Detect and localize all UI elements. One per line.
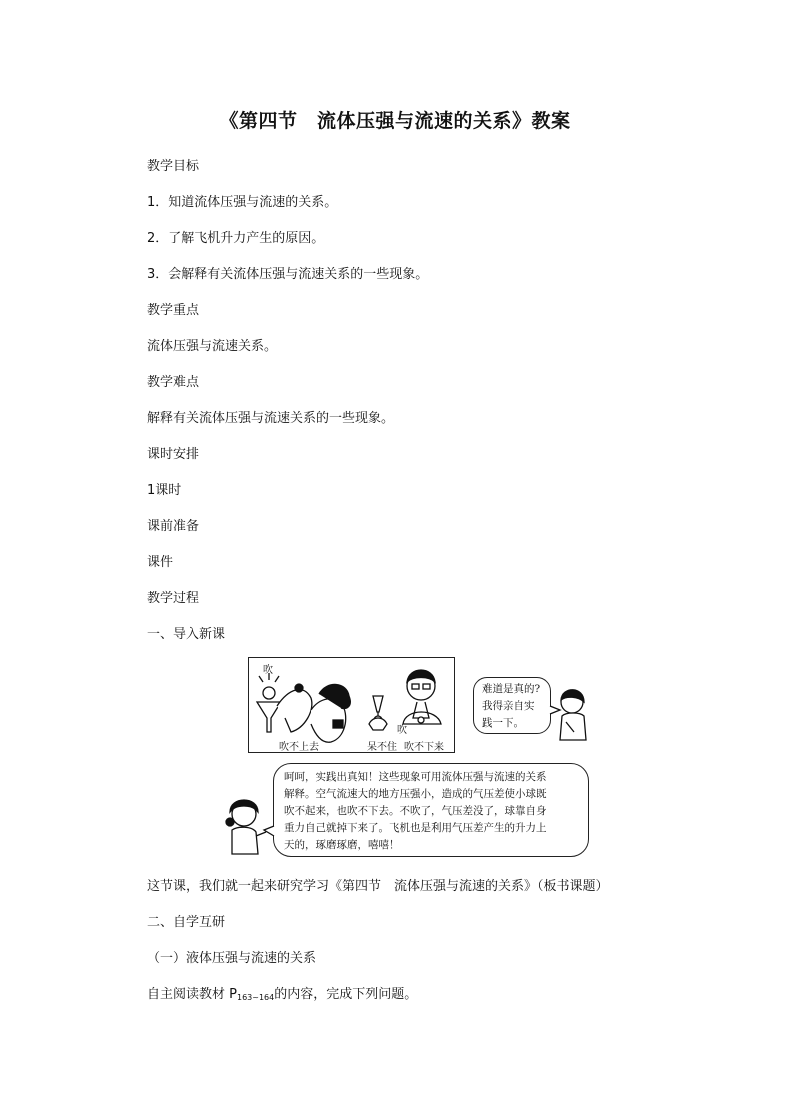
difficulty-text: 解释有关流体压强与流速关系的一些现象。: [147, 411, 395, 426]
bubble-bottom-line-5: 天的，琢磨琢磨，嘻嘻！: [284, 839, 400, 851]
schedule-heading: 课时安排: [147, 447, 200, 462]
bubble-bottom-line-3: 吹不起来，也吹不下去。不吹了，气压差没了，球靠自身: [284, 805, 547, 817]
page-title: 《第四节 流体压强与流速的关系》教案: [219, 110, 571, 132]
bubble-right-line-3: 践一下。: [482, 717, 524, 729]
reading-prefix: 自主阅读教材 P: [147, 987, 237, 1002]
explaining-girl-illustration: [222, 796, 278, 858]
bubble-right-line-1: 难道是真的?: [482, 683, 541, 695]
key-text: 流体压强与流速关系。: [147, 339, 278, 354]
bubble-right-line-2: 我得亲自实: [482, 700, 535, 712]
schedule-text: 1课时: [147, 483, 182, 498]
goal-item-1: 1．知道流体压强与流速的关系。: [147, 195, 338, 210]
caption-left: 吹不上去: [279, 742, 319, 753]
bubble-bottom-line-4: 重力自己就掉下来了。飞机也是利用气压差产生的升力上: [284, 822, 547, 834]
prep-heading: 课前准备: [147, 519, 200, 534]
caption-mid: 呆不住: [367, 742, 397, 753]
blow-label-top: 吹: [263, 665, 273, 676]
difficulty-heading: 教学难点: [147, 375, 200, 390]
process-heading: 教学过程: [147, 591, 200, 606]
intro-line: 这节课，我们就一起来研究学习《第四节 流体压强与流速的关系》（板书课题）: [147, 879, 609, 894]
bubble-bottom-line-2: 解释。空气流速大的地方压强小，造成的气压差使小球既: [284, 788, 547, 800]
caption-right: 吹不下来: [404, 742, 444, 753]
sub1-heading: （一）液体压强与流速的关系: [147, 951, 317, 966]
speech-bubble-right: [473, 677, 551, 734]
speech-bubble-bottom: [273, 763, 589, 857]
prep-text: 课件: [147, 555, 174, 570]
experiment-figure: [248, 657, 455, 753]
reading-instruction: [147, 983, 417, 1002]
part1-heading: 一、导入新课: [147, 627, 226, 642]
part2-heading: 二、自学互研: [147, 915, 226, 930]
goal-item-2: 2．了解飞机升力产生的原因。: [147, 231, 325, 246]
reading-pages: 163~164: [236, 993, 275, 1002]
key-heading: 教学重点: [147, 303, 200, 318]
goals-heading: 教学目标: [147, 159, 200, 174]
bubble-bottom-line-1: 呵呵，实践出真知！这些现象可用流体压强与流速的关系: [284, 771, 547, 783]
goal-item-3: 3．会解释有关流体压强与流速关系的一些现象。: [147, 267, 429, 282]
blow-label-mid: 吹: [397, 725, 407, 736]
thinking-girl-illustration: [548, 686, 598, 746]
reading-suffix: 的内容，完成下列问题。: [274, 987, 418, 1002]
